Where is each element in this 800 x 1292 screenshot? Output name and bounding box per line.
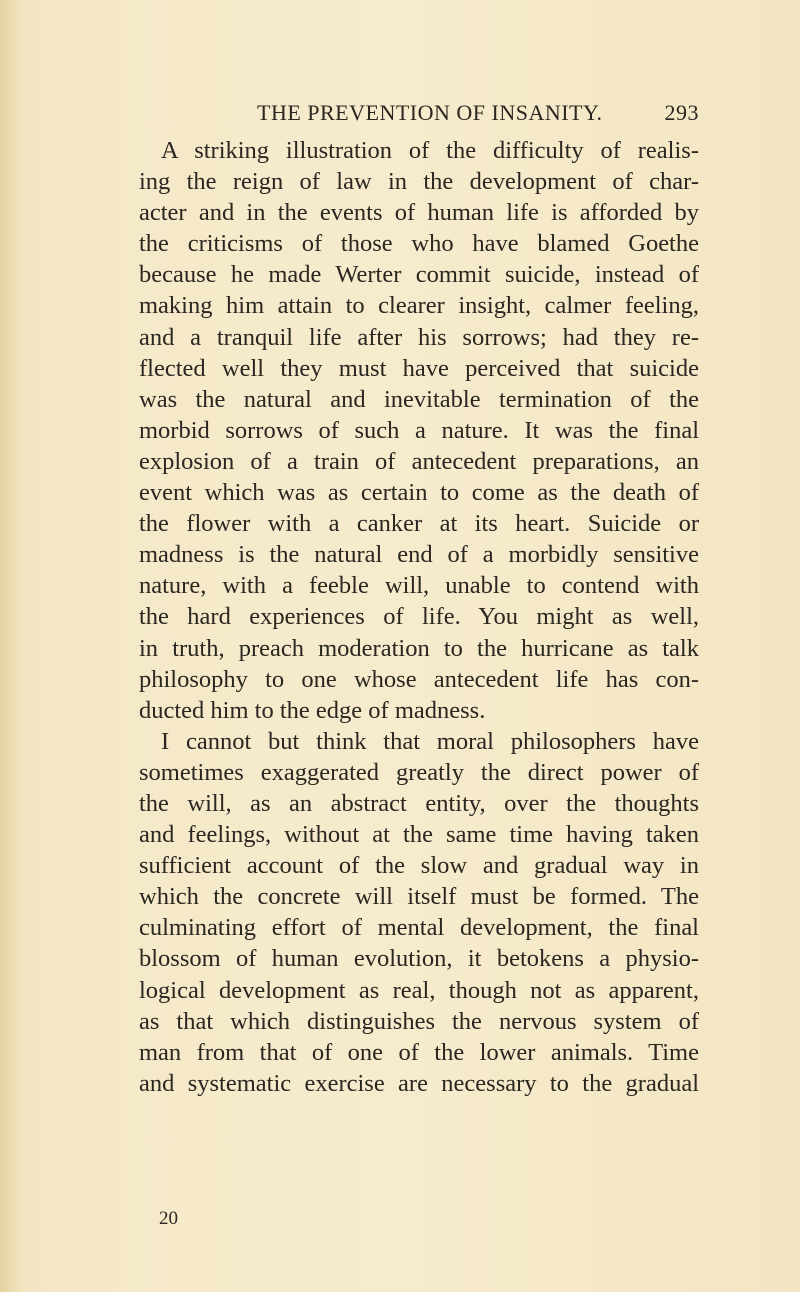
text-line: culminating effort of mental development, the final: [139, 914, 699, 942]
text-line: logical development as real, though not as apparent,: [139, 976, 699, 1004]
text-line: the hard experiences of life. You might as well,: [139, 603, 699, 631]
text-line: flected well they must have perceived that suicide: [139, 354, 699, 382]
paragraph-2: [139, 726, 699, 1099]
page-gutter-shadow: [0, 0, 22, 1292]
text-line: as that which distinguishes the nervous system of: [139, 1007, 699, 1035]
text-line: man from that of one of the lower animals. Time: [139, 1038, 699, 1066]
text-line: sometimes exaggerated greatly the direct power of: [139, 758, 699, 786]
text-line: the will, as an abstract entity, over the thoughts: [139, 789, 699, 817]
text-line: ducted him to the edge of madness.: [139, 696, 486, 724]
body-text: [139, 135, 699, 1099]
text-line: morbid sorrows of such a nature. It was the final: [139, 416, 699, 444]
text-line: because he made Werter commit suicide, instead of: [139, 261, 699, 289]
text-line: sufficient account of the slow and gradual way in: [139, 852, 699, 880]
text-line: making him attain to clearer insight, calmer feeling,: [139, 292, 699, 320]
text-line: was the natural and inevitable termination of the: [139, 385, 699, 413]
text-line: the flower with a canker at its heart. Suicide or: [139, 510, 699, 538]
text-line: nature, with a feeble will, unable to contend with: [139, 572, 699, 600]
text-line: and feelings, without at the same time having taken: [139, 821, 699, 849]
page-number: 293: [664, 100, 699, 125]
text-line: I cannot but think that moral philosophers have: [161, 727, 699, 755]
text-line: and systematic exercise are necessary to the gradual: [139, 1069, 699, 1097]
text-line: in truth, preach moderation to the hurricane as talk: [139, 634, 699, 662]
text-line: ing the reign of law in the development of char-: [139, 168, 699, 196]
paragraph-1: [139, 135, 699, 726]
text-line: philosophy to one whose antecedent life has con-: [139, 665, 699, 693]
text-line: the criticisms of those who have blamed Goethe: [139, 230, 699, 258]
text-line: and a tranquil life after his sorrows; had they re-: [139, 323, 699, 351]
text-line: which the concrete will itself must be formed. The: [139, 883, 699, 911]
text-line: madness is the natural end of a morbidly sensitive: [139, 541, 699, 569]
running-title: THE PREVENTION OF INSANITY.: [257, 100, 603, 125]
text-line: event which was as certain to come as the death of: [139, 479, 699, 507]
signature-mark: 20: [159, 1208, 178, 1229]
text-line: blossom of human evolution, it betokens a physio-: [139, 945, 699, 973]
running-head: [139, 100, 699, 130]
text-line: explosion of a train of antecedent preparations, an: [139, 447, 699, 475]
text-line: A striking illustration of the difficulty of realis-: [161, 137, 699, 164]
text-line: acter and in the events of human life is afforded by: [139, 199, 699, 227]
